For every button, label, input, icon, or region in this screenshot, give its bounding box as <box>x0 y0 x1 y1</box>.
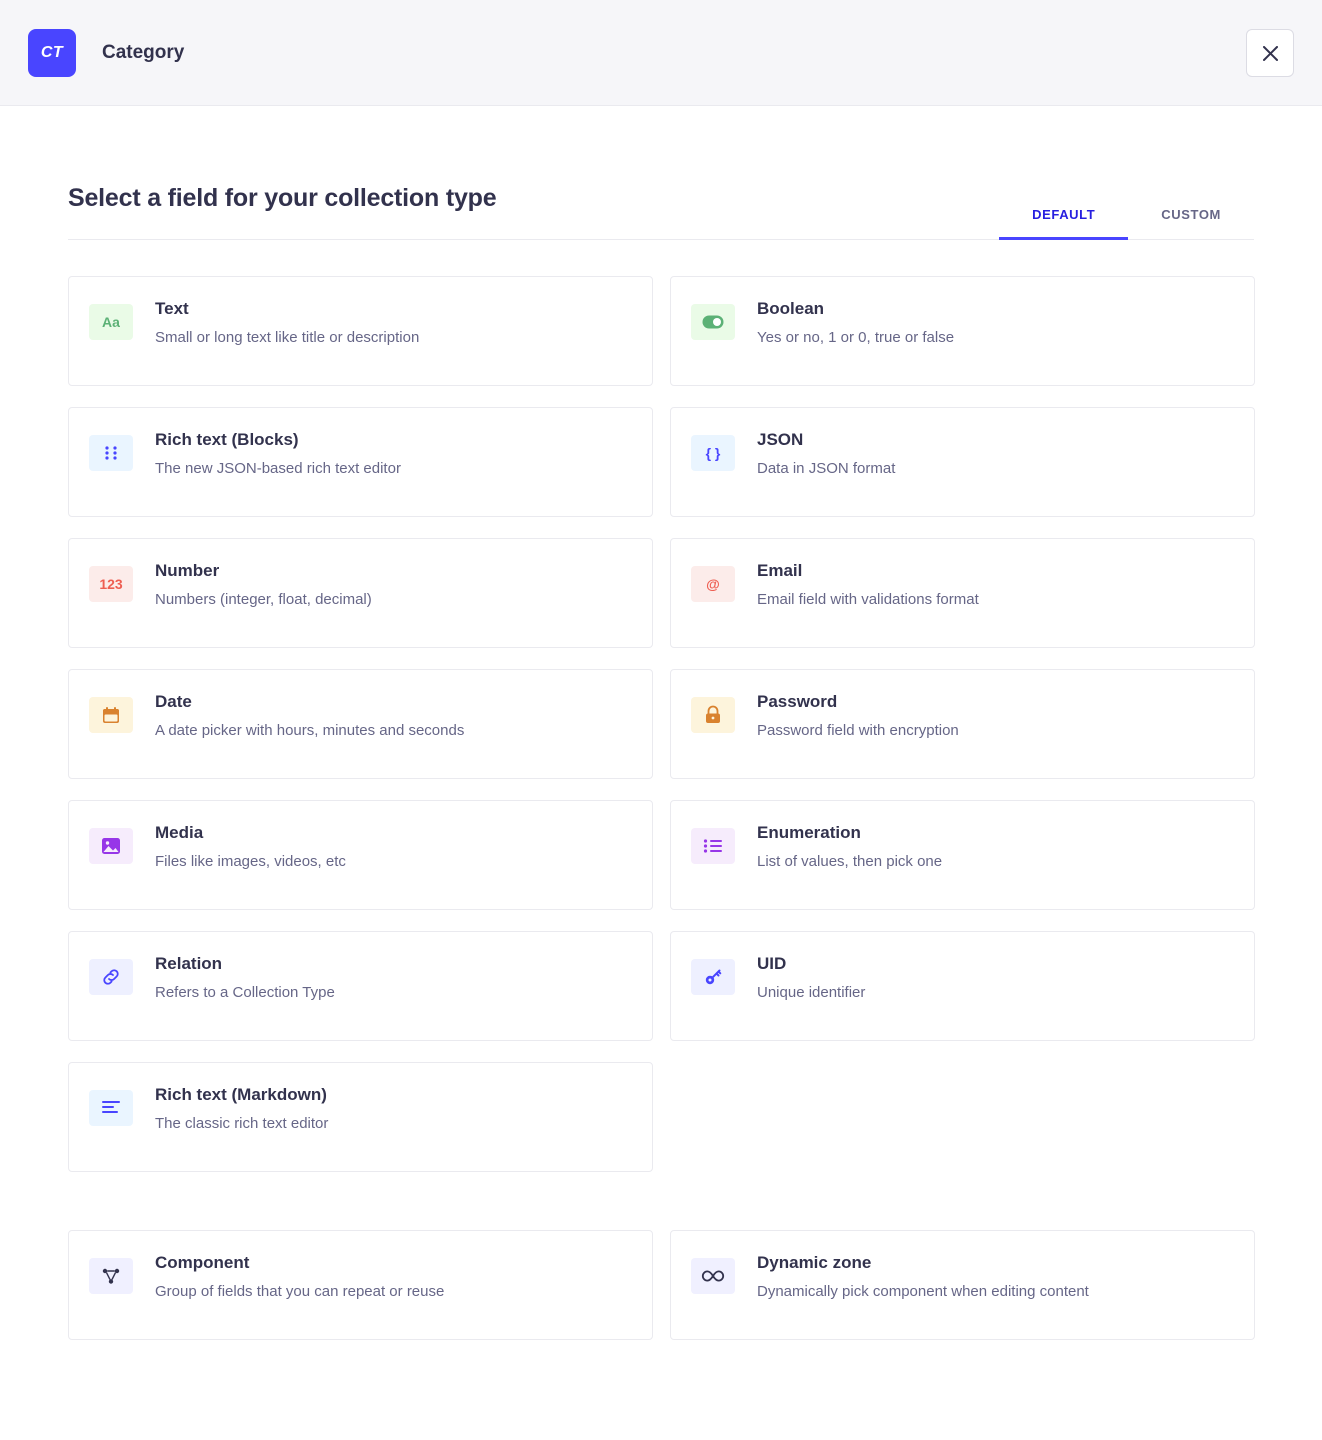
field-name: Email <box>757 561 803 580</box>
field-text <box>155 1082 328 1134</box>
page-title: Category <box>102 41 185 63</box>
icon-glyph: { } <box>705 445 721 461</box>
field-text <box>757 1250 1089 1302</box>
field-description: Refers to a Collection Type <box>155 984 335 1002</box>
text-aa-icon <box>89 304 133 340</box>
field-description: List of values, then pick one <box>757 853 943 871</box>
field-text <box>155 951 335 1003</box>
field-description: Small or long text like title or description <box>155 329 420 347</box>
field-card-text[interactable] <box>68 276 653 386</box>
field-card-json[interactable] <box>670 407 1255 517</box>
advanced-field-type-grid <box>68 1172 1254 1340</box>
field-card-number[interactable] <box>68 538 653 648</box>
field-name: Date <box>155 692 192 711</box>
field-card-dynamic-zone[interactable] <box>670 1230 1255 1340</box>
field-type-grid <box>68 240 1254 1172</box>
field-card-component[interactable] <box>68 1230 653 1340</box>
field-description: A date picker with hours, minutes and seconds <box>155 722 465 740</box>
field-text <box>155 296 419 348</box>
field-card-enumeration[interactable] <box>670 800 1255 910</box>
field-description: Dynamically pick component when editing content <box>757 1283 1089 1301</box>
field-text <box>757 296 954 348</box>
field-name: Dynamic zone <box>757 1253 872 1272</box>
field-text <box>155 689 464 741</box>
field-name: JSON <box>757 430 804 449</box>
field-text <box>757 951 865 1003</box>
section-title: Select a field for your collection type <box>68 184 497 212</box>
field-card-boolean[interactable] <box>670 276 1255 386</box>
field-description: Files like images, videos, etc <box>155 853 346 871</box>
icon-glyph: 123 <box>99 576 123 592</box>
field-name: Boolean <box>757 299 825 318</box>
field-name: Text <box>155 299 189 318</box>
field-card-date[interactable] <box>68 669 653 779</box>
field-text <box>757 558 979 610</box>
field-name: Enumeration <box>757 823 861 842</box>
close-button[interactable] <box>1246 29 1294 77</box>
at-sign-icon <box>691 566 735 602</box>
modal-body <box>0 106 1322 1340</box>
modal-header <box>0 0 1322 106</box>
key-icon <box>691 959 735 995</box>
field-description: Password field with encryption <box>757 722 959 740</box>
braces-icon <box>691 435 735 471</box>
tab-default[interactable]: DEFAULT <box>999 207 1128 239</box>
field-name: Media <box>155 823 204 842</box>
field-description: Data in JSON format <box>757 460 896 478</box>
field-name: Password <box>757 692 838 711</box>
field-name: UID <box>757 954 787 973</box>
section-header <box>68 106 1254 240</box>
field-description: Email field with validations format <box>757 591 979 609</box>
field-text <box>155 820 346 872</box>
calendar-icon <box>89 697 133 733</box>
field-text <box>757 427 895 479</box>
field-card-password[interactable] <box>670 669 1255 779</box>
field-card-relation[interactable] <box>68 931 653 1041</box>
field-name: Rich text (Markdown) <box>155 1085 327 1104</box>
field-description: Yes or no, 1 or 0, true or false <box>757 329 955 347</box>
field-name: Relation <box>155 954 223 973</box>
icon-glyph: Aa <box>102 314 120 330</box>
field-description: Numbers (integer, float, decimal) <box>155 591 372 609</box>
collection-type-badge: CT <box>28 29 76 77</box>
field-text <box>155 1250 444 1302</box>
toggle-icon <box>691 304 735 340</box>
field-text <box>155 558 372 610</box>
field-card-media[interactable] <box>68 800 653 910</box>
field-name: Number <box>155 561 220 580</box>
field-text <box>155 427 401 479</box>
field-name: Rich text (Blocks) <box>155 430 299 449</box>
field-card-uid[interactable] <box>670 931 1255 1041</box>
markdown-lines-icon <box>89 1090 133 1126</box>
lock-icon <box>691 697 735 733</box>
component-icon <box>89 1258 133 1294</box>
field-card-rich-text-blocks[interactable] <box>68 407 653 517</box>
field-category-tabs <box>999 207 1254 239</box>
field-name: Component <box>155 1253 250 1272</box>
close-icon <box>1263 46 1278 61</box>
field-card-rich-text-markdown[interactable] <box>68 1062 653 1172</box>
image-icon <box>89 828 133 864</box>
field-description: The new JSON-based rich text editor <box>155 460 401 478</box>
field-text <box>757 689 959 741</box>
tab-custom[interactable]: CUSTOM <box>1161 207 1221 222</box>
field-text <box>757 820 942 872</box>
field-description: Unique identifier <box>757 984 866 1002</box>
field-card-email[interactable] <box>670 538 1255 648</box>
blocks-icon <box>89 435 133 471</box>
number-123-icon <box>89 566 133 602</box>
link-icon <box>89 959 133 995</box>
field-description: Group of fields that you can repeat or reuse <box>155 1283 445 1301</box>
field-description: The classic rich text editor <box>155 1115 329 1133</box>
list-icon <box>691 828 735 864</box>
icon-glyph: @ <box>706 576 720 592</box>
infinity-icon <box>691 1258 735 1294</box>
